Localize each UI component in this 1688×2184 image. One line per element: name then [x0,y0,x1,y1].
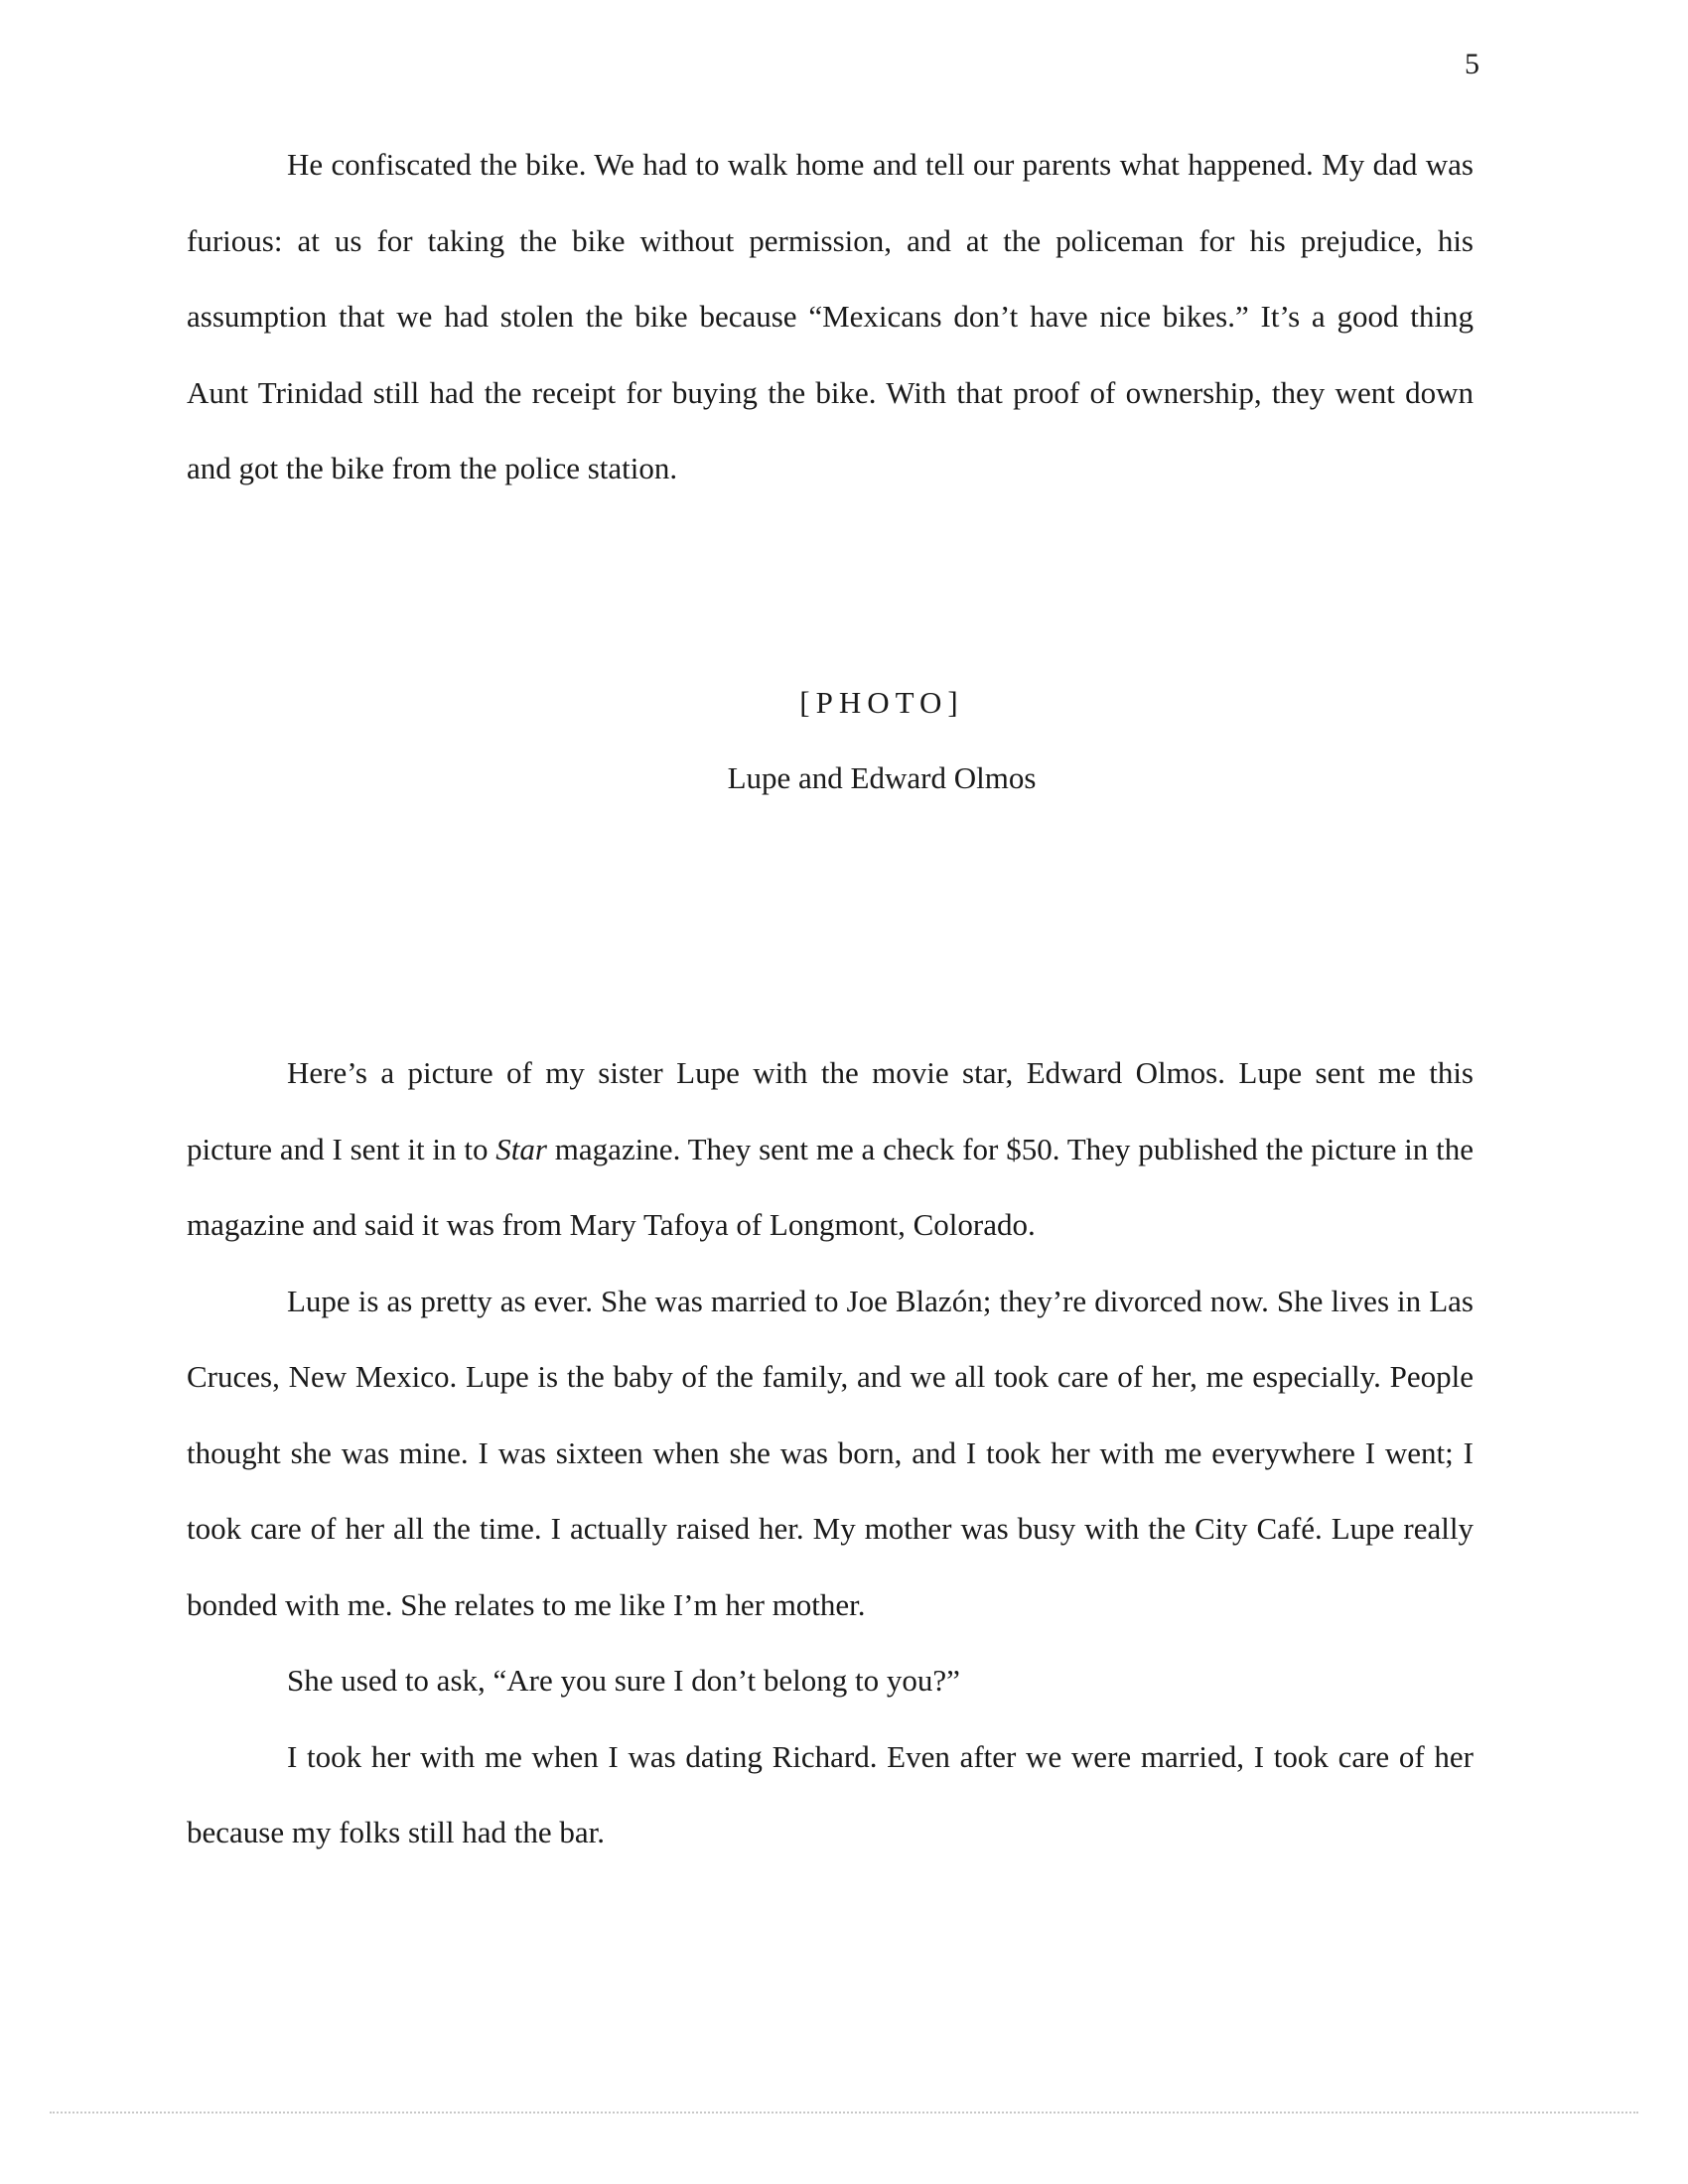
paragraph-lupe-quote: She used to ask, “Are you sure I don’t belong to you?” [287,1663,960,1698]
page-number: 5 [1465,48,1479,80]
paragraph-lupe-picture-end: magazine. They sent me a check for $50. They published the picture in the magazine and said it was from Mary Tafoya of Longmont, Colorado. [187,1131,1474,1242]
text-block-bike-story [187,127,1474,507]
paragraph-lupe-picture [187,1035,1474,1264]
text-block-lupe [187,1035,1474,1871]
paragraph-lupe-family: Lupe is as pretty as ever. She was married to Joe Blazón; they’re divorced now. She lives in Las Cruces, New Mexico. Lupe is the baby of the family, and we all took care of her, me especially. People thought she was mine. I was sixteen when she was born, and I took her with me everywhere I went; I took care of her all the time. I actually raised her. My mother was busy with the City Café. Lupe really bonded with me. She relates to me like I’m her mother. [187,1283,1474,1622]
paragraph-dating-richard: I took her with me when I was dating Richard. Even after we were married, I took care of her because my folks still had the bar. [187,1738,1474,1849]
photo-placeholder-group [0,665,1688,816]
magazine-title: Star [495,1131,547,1166]
scan-footer-line [50,2112,1638,2114]
photo-placeholder: [PHOTO] [799,685,964,720]
paragraph-lupe-picture-start: Here’s a picture of my sister Lupe with the movie star, Edward Olmos. Lupe sent me this picture and I sent it in to [187,1055,1474,1166]
paragraph-bike-confiscated: He confiscated the bike. We had to walk home and tell our parents what happened. My dad was furious: at us for taking the bike without permission, and at the policeman for his prejudice, his assumption that we had stolen the bike because “Mexicans don’t have nice bikes.” It’s a good thing Aunt Trinidad still had the receipt for buying the bike. With that proof of ownership, they went down and got the bike from the police station. [187,147,1474,485]
photo-caption: Lupe and Edward Olmos [727,760,1037,795]
